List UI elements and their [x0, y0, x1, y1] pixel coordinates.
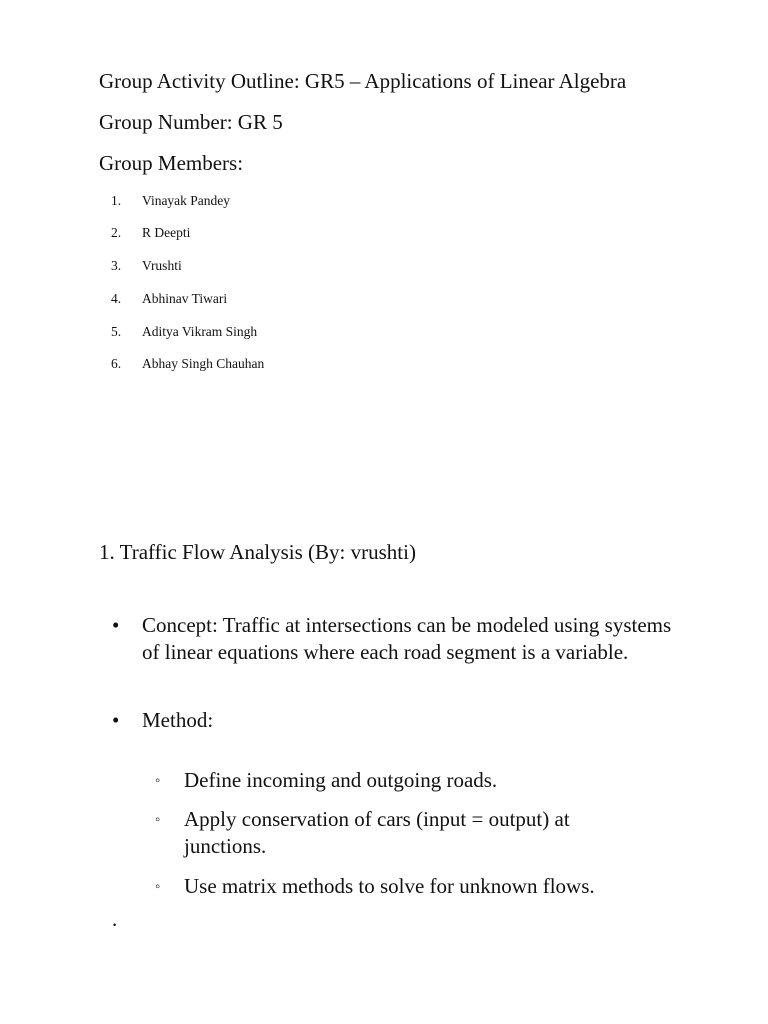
list-item-number: 3.	[111, 258, 122, 273]
sub-bullet-icon: ◦	[155, 773, 161, 789]
member-name: Vinayak Pandey	[142, 193, 231, 208]
bullet-icon: •	[112, 708, 120, 732]
list-item-number: 2.	[111, 225, 122, 240]
trailing-mark: .	[112, 907, 118, 931]
member-name: Abhinav Tiwari	[142, 291, 228, 306]
sub-bullet-icon: ◦	[155, 879, 161, 895]
method-step-text: Use matrix methods to solve for unknown flows.	[184, 874, 595, 898]
list-item-number: 4.	[111, 291, 122, 306]
list-item-number: 6.	[111, 356, 122, 371]
bullet-icon: •	[112, 613, 120, 637]
method-step-text: Define incoming and outgoing roads.	[184, 768, 498, 792]
member-name: Abhay Singh Chauhan	[142, 356, 265, 371]
section-title: 1. Traffic Flow Analysis (By: vrushti)	[99, 540, 416, 564]
list-item-number: 1.	[111, 193, 122, 208]
group-number-line: Group Number: GR 5	[99, 110, 283, 134]
member-name: R Deepti	[142, 225, 191, 240]
group-members-heading: Group Members:	[99, 151, 244, 175]
document-title: Group Activity Outline: GR5 – Applications of Linear Algebra	[99, 69, 627, 93]
method-label: Method:	[142, 708, 214, 732]
list-item-number: 5.	[111, 324, 122, 339]
member-name: Aditya Vikram Singh	[142, 324, 258, 339]
member-name: Vrushti	[142, 258, 182, 273]
method-step-text: Apply conservation of cars (input = output) at junctions.	[184, 807, 570, 858]
sub-bullet-icon: ◦	[155, 812, 161, 828]
concept-text: Concept: Traffic at intersections can be modeled using systems of linear equations where each road segment is a variable.	[142, 613, 672, 664]
